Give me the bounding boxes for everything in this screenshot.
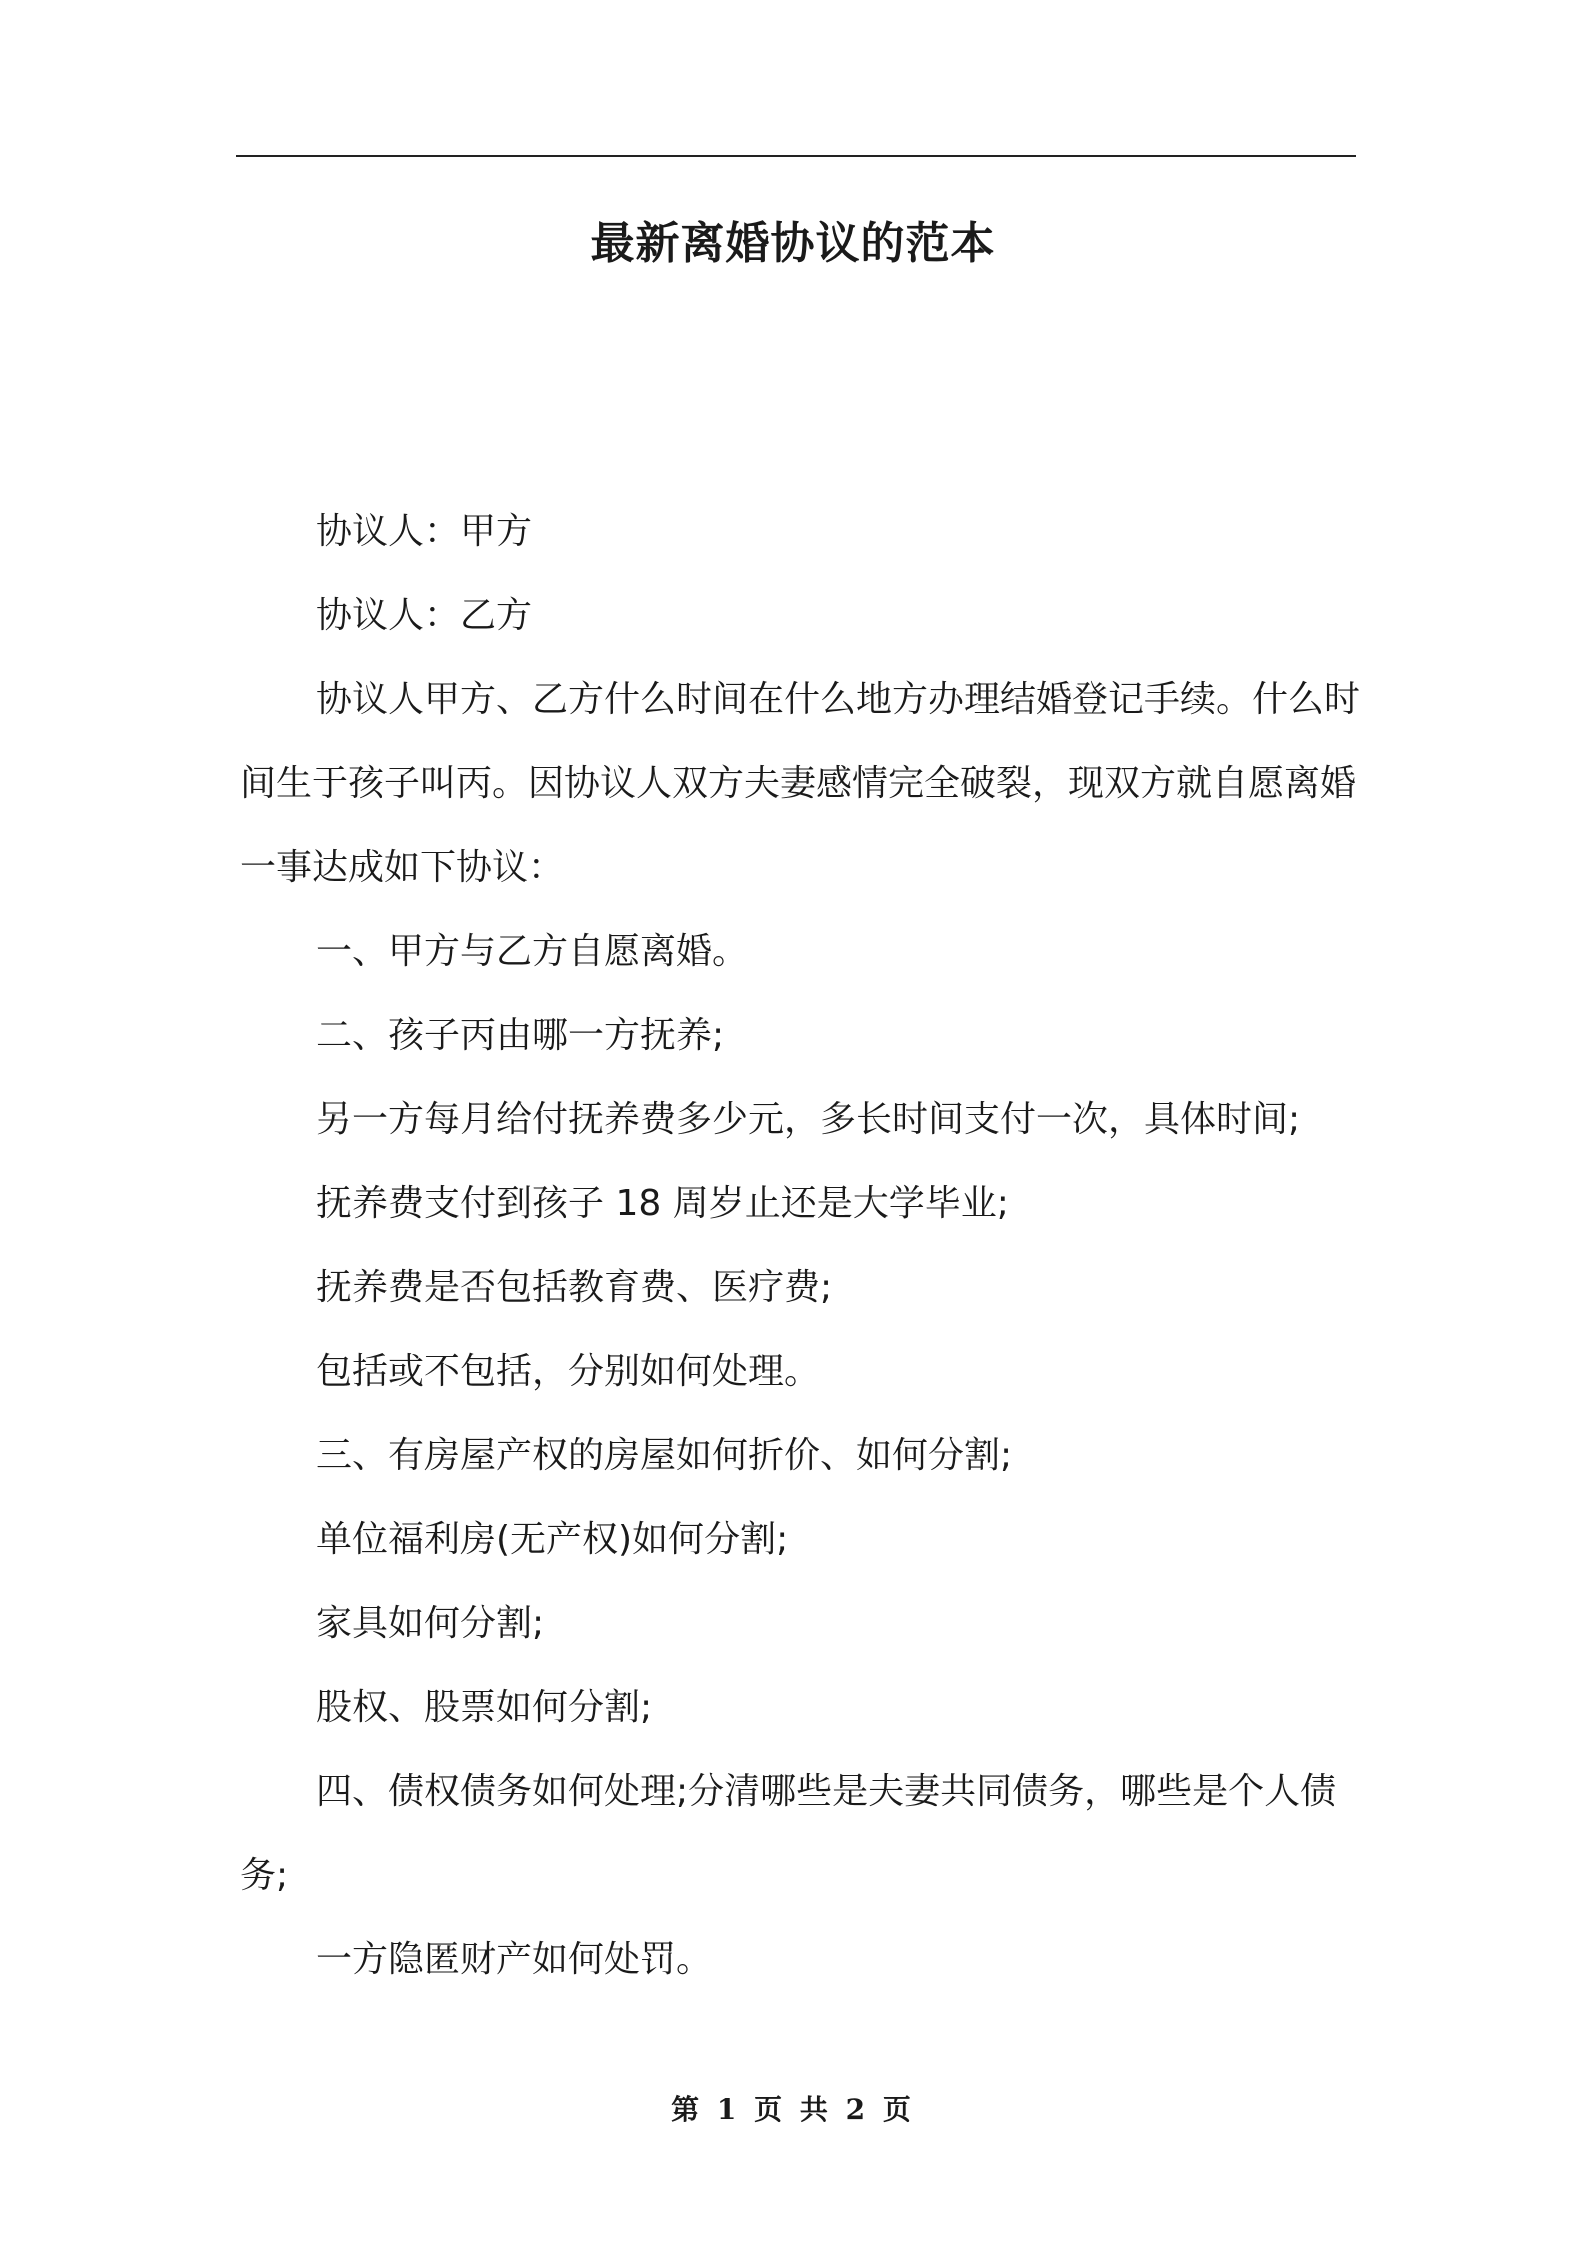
paragraph-support-duration: 抚养费支付到孩子 18 周岁止还是大学毕业;	[316, 1183, 1009, 1224]
paragraph-support-handling: 包括或不包括，分别如何处理。	[316, 1351, 821, 1392]
document-body	[240, 490, 1360, 2002]
paragraph-preamble: 协议人甲方、乙方什么时间在什么地方办理结婚登记手续。什么时间生于孩子叫丙。因协议人双方夫妻感情完全破裂，现双方就自愿离婚一事达成如下协议：	[240, 679, 1361, 888]
paragraph-clause-2: 二、孩子丙由哪一方抚养;	[316, 1015, 725, 1056]
paragraph-clause-1: 一、甲方与乙方自愿离婚。	[316, 931, 749, 972]
header-rule	[236, 155, 1356, 157]
paragraph-clause-4: 四、债权债务如何处理;分清哪些是夫妻共同债务，哪些是个人债务;	[240, 1771, 1337, 1896]
paragraph-welfare-housing: 单位福利房(无产权)如何分割;	[316, 1519, 789, 1560]
paragraph-party-a: 协议人：甲方	[316, 511, 533, 552]
paragraph-equity: 股权、股票如何分割;	[316, 1687, 653, 1728]
paragraph-support-amount: 另一方每月给付抚养费多少元，多长时间支付一次，具体时间;	[316, 1099, 1301, 1140]
document-title: 最新离婚协议的范本	[590, 218, 996, 269]
paragraph-party-b: 协议人：乙方	[316, 595, 533, 636]
page-number: 第 1 页 共 2 页	[671, 2093, 915, 2126]
paragraph-support-scope: 抚养费是否包括教育费、医疗费;	[316, 1267, 833, 1308]
paragraph-furniture: 家具如何分割;	[316, 1603, 545, 1644]
paragraph-concealment: 一方隐匿财产如何处罚。	[316, 1939, 713, 1980]
paragraph-clause-3: 三、有房屋产权的房屋如何折价、如何分割;	[316, 1435, 1013, 1476]
